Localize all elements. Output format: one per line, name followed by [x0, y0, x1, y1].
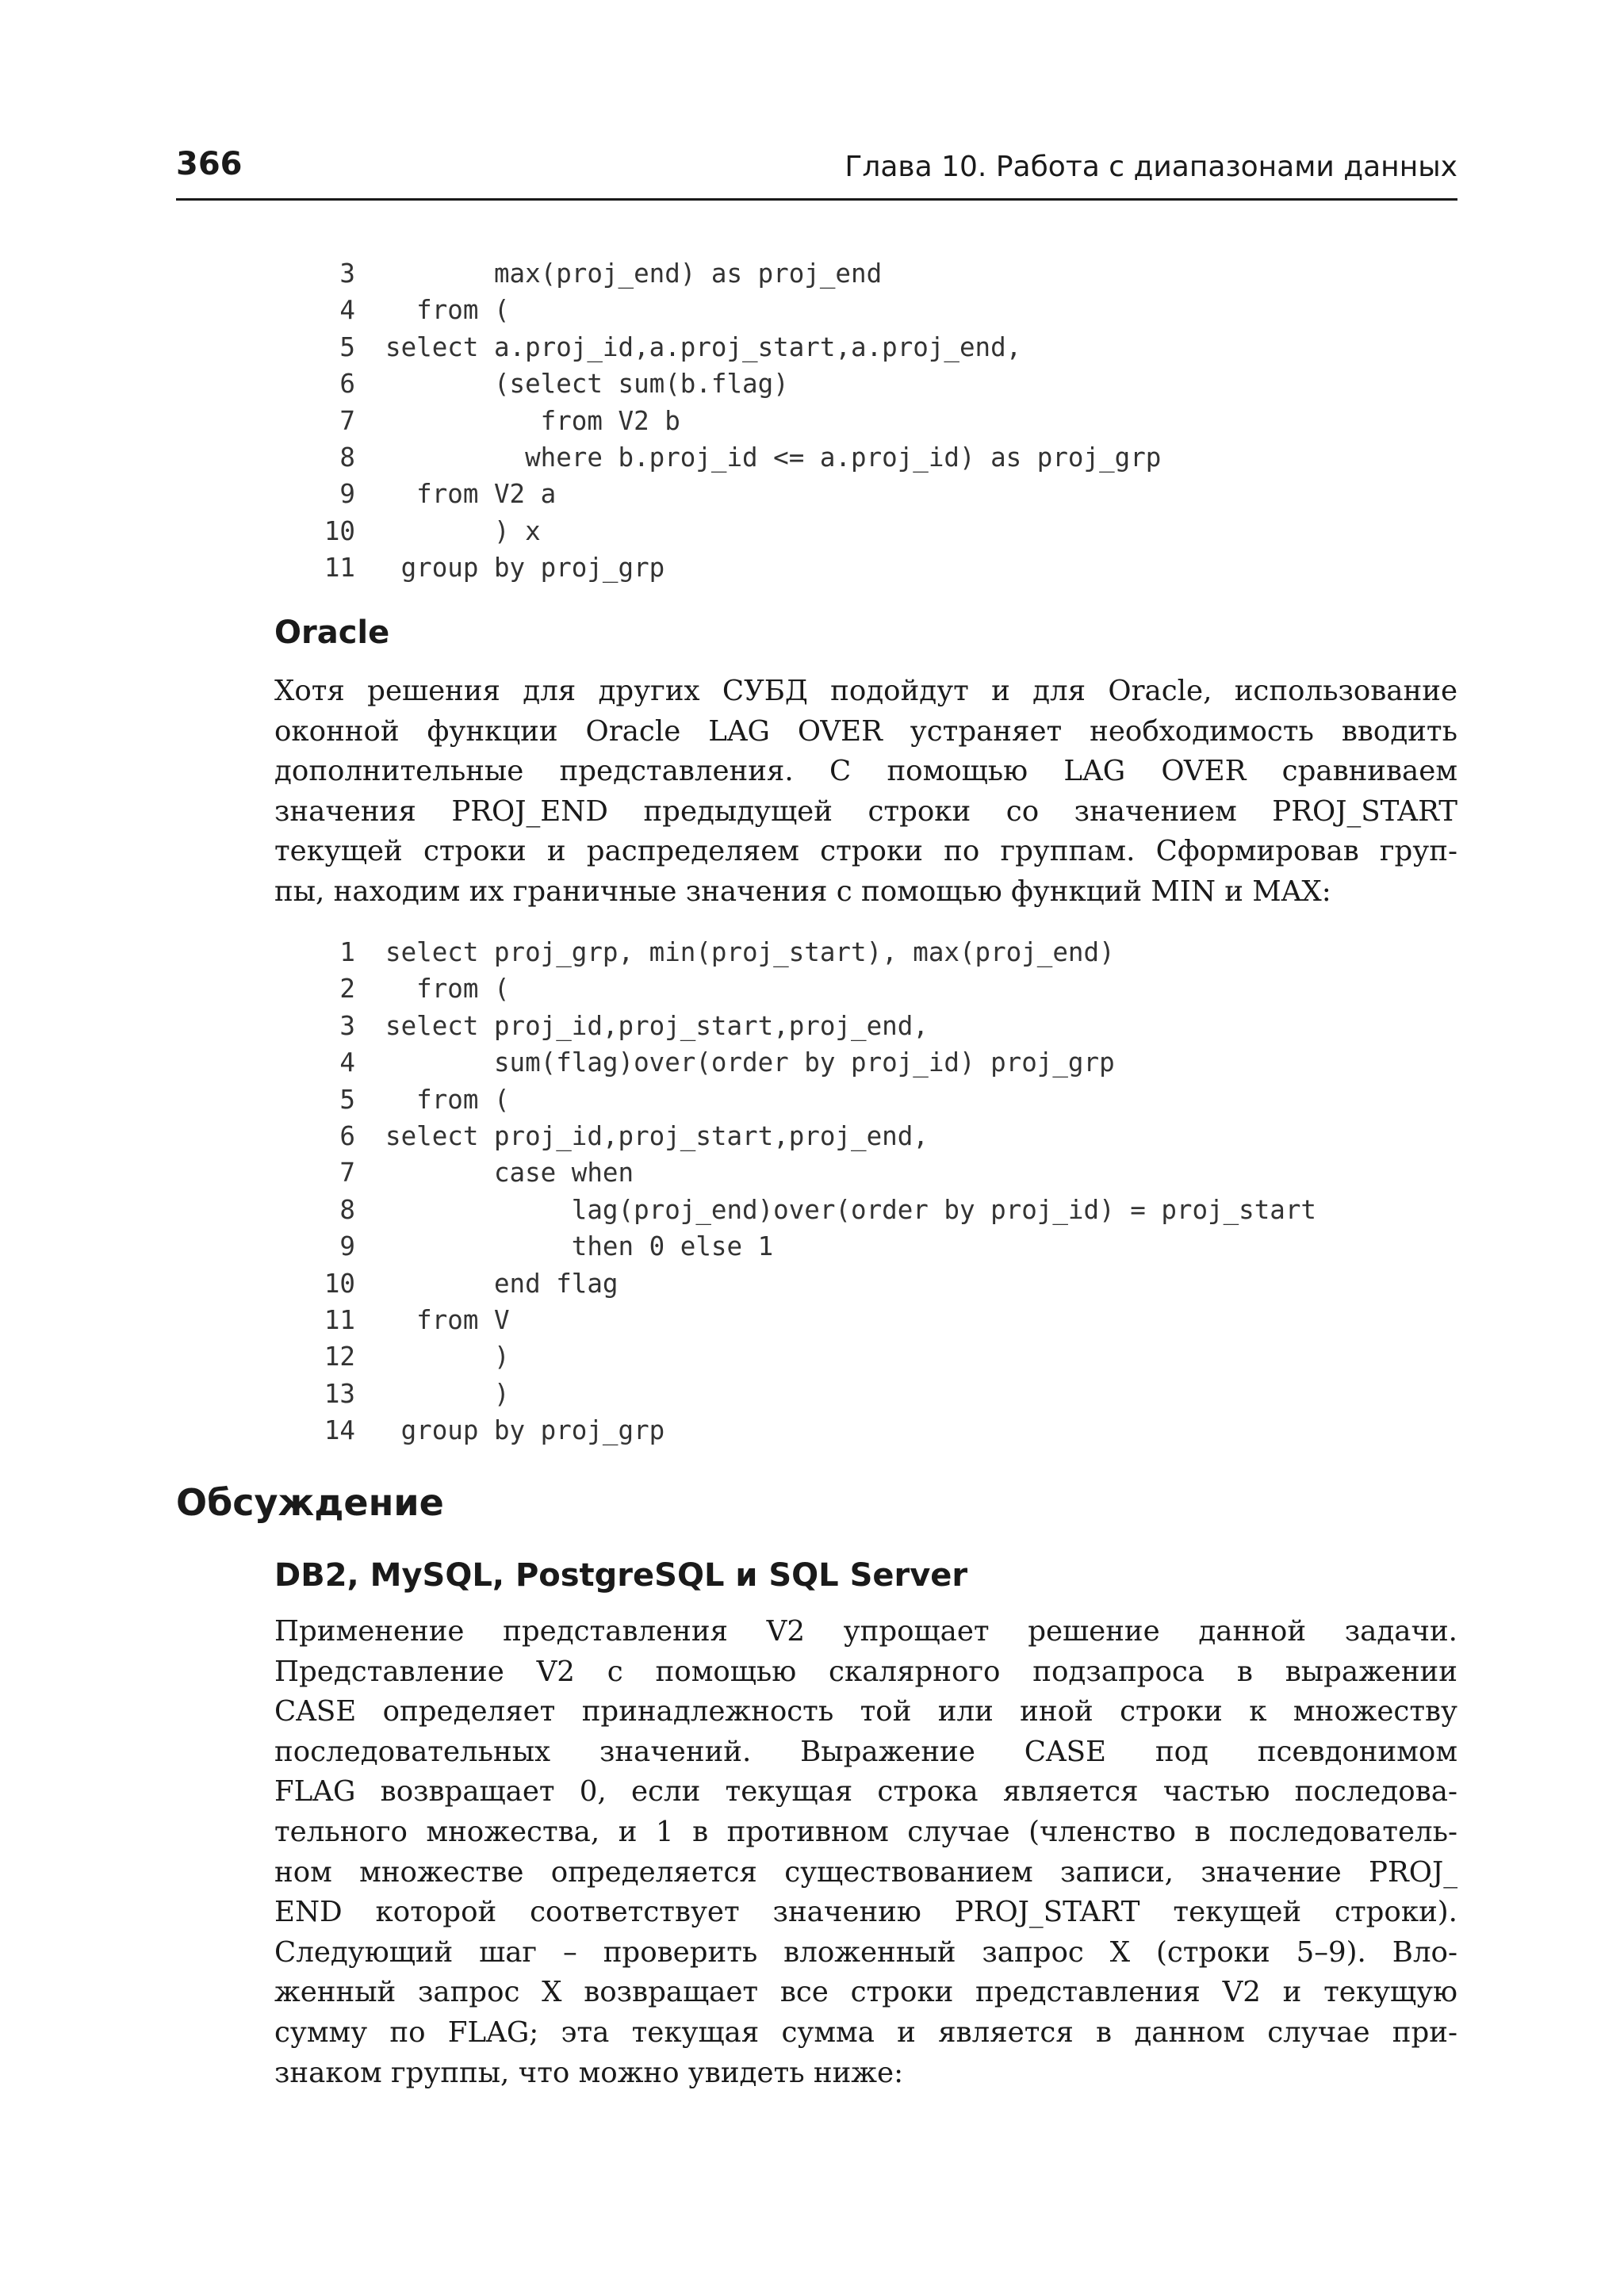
paragraph-line: оконной функции Oracle LAG OVER устраняет необходимость вводить: [274, 714, 1457, 748]
line-number: 10: [324, 1268, 355, 1299]
line-number: 12: [324, 1342, 355, 1372]
oracle-paragraph: [274, 672, 1457, 913]
code-text: from (: [385, 974, 510, 1005]
code-text: ): [385, 1342, 510, 1372]
code-text: from V2 a: [385, 479, 557, 510]
line-number: 6: [339, 369, 355, 400]
code-text: group by proj_grp: [385, 553, 665, 584]
code-line: [301, 1154, 1316, 1191]
line-number: 8: [339, 1194, 355, 1225]
code-line: [301, 513, 1161, 549]
paragraph-line: FLAG возвращает 0, если текущая строка является частью последова-: [274, 1775, 1457, 1809]
code-line: [301, 476, 1161, 512]
code-text: from (: [385, 1084, 510, 1115]
code-line: [301, 934, 1316, 970]
paragraph-line: Следующий шаг – проверить вложенный запрос X (строки 5–9). Вло-: [274, 1935, 1457, 1969]
paragraph-line: Представление V2 с помощью скалярного подзапроса в выражении: [274, 1655, 1457, 1688]
code-text: group by proj_grp: [385, 1415, 665, 1446]
code-text: ) x: [385, 515, 541, 546]
code-line: [301, 1412, 1316, 1449]
code-text: max(proj_end) as proj_end: [385, 258, 883, 289]
line-number: 10: [324, 515, 355, 546]
code-text: select proj_id,proj_start,proj_end,: [385, 1120, 929, 1151]
line-number: 4: [339, 1047, 355, 1078]
line-number: 7: [339, 405, 355, 436]
line-number: 13: [324, 1378, 355, 1409]
code-text: where b.proj_id <= a.proj_id) as proj_grp: [385, 442, 1162, 473]
paragraph-line: Хотя решения для других СУБД подойдут и для Oracle, использование: [274, 675, 1457, 707]
line-number: 1: [339, 937, 355, 967]
code-listing-1: [301, 255, 1161, 587]
code-text: case when: [385, 1158, 634, 1189]
code-line: [301, 403, 1161, 439]
code-text: ): [385, 1378, 510, 1409]
section-heading-discussion: Обсуждение: [176, 1481, 444, 1524]
paragraph-line: знаком группы, что можно увидеть ниже:: [274, 2056, 904, 2089]
line-number: 8: [339, 442, 355, 473]
line-number: 2: [339, 974, 355, 1005]
running-header: [176, 143, 1457, 201]
line-number: 11: [324, 553, 355, 584]
code-line: [301, 1228, 1316, 1265]
code-text: end flag: [385, 1268, 619, 1299]
paragraph-line: CASE определяет принадлежность той или иной строки к множеству: [274, 1695, 1457, 1728]
line-number: 4: [339, 295, 355, 326]
paragraph-line: пы, находим их граничные значения с помощью функций MIN и MAX:: [274, 875, 1331, 908]
code-line: [301, 549, 1161, 586]
code-line: [301, 366, 1161, 402]
code-line: [301, 329, 1161, 366]
code-line: [301, 1044, 1316, 1081]
line-number: 3: [339, 258, 355, 289]
paragraph-line: сумму по FLAG; эта текущая сумма и является в данном случае при-: [274, 2015, 1457, 2049]
line-number: 11: [324, 1304, 355, 1335]
line-number: 14: [324, 1415, 355, 1446]
paragraph-line: END которой соответствует значению PROJ_START текущей строки).: [274, 1896, 1457, 1929]
line-number: 7: [339, 1158, 355, 1189]
code-line: [301, 1118, 1316, 1154]
code-line: [301, 439, 1161, 476]
paragraph-line: женный запрос X возвращает все строки представления V2 и текущую: [274, 1976, 1457, 2009]
line-number: 5: [339, 1084, 355, 1115]
code-line: [301, 1008, 1316, 1044]
page-number: 366: [176, 146, 243, 182]
paragraph-line: текущей строки и распределяем строки по группам. Сформировав груп-: [274, 835, 1457, 868]
line-number: 5: [339, 331, 355, 362]
paragraph-line: тельного множества, и 1 в противном случае (членство в последователь-: [274, 1815, 1457, 1848]
code-text: lag(proj_end)over(order by proj_id) = proj_start: [385, 1194, 1316, 1225]
code-text: select a.proj_id,a.proj_start,a.proj_end,: [385, 331, 1022, 362]
line-number: 6: [339, 1120, 355, 1151]
code-text: select proj_id,proj_start,proj_end,: [385, 1010, 929, 1041]
subsection-heading-db2: DB2, MySQL, PostgreSQL и SQL Server: [274, 1557, 968, 1594]
paragraph-line: последовательных значений. Выражение CASE под псевдонимом: [274, 1735, 1457, 1768]
code-line: [301, 1081, 1316, 1118]
code-line: [301, 1192, 1316, 1228]
code-line: [301, 1338, 1316, 1375]
code-line: [301, 1302, 1316, 1338]
code-text: from (: [385, 295, 510, 326]
code-line: [301, 255, 1161, 292]
chapter-title: Глава 10. Работа с диапазонами данных: [845, 151, 1457, 183]
line-number: 9: [339, 1231, 355, 1262]
code-text: from V2 b: [385, 405, 680, 436]
code-line: [301, 1376, 1316, 1412]
code-line: [301, 1265, 1316, 1302]
line-number: 9: [339, 479, 355, 510]
discussion-paragraph: [274, 1612, 1457, 2093]
paragraph-line: ном множестве определяется существованием записи, значение PROJ_: [274, 1855, 1457, 1889]
code-listing-2: [301, 934, 1316, 1449]
paragraph-line: значения PROJ_END предыдущей строки со значением PROJ_START: [274, 794, 1457, 828]
code-text: then 0 else 1: [385, 1231, 774, 1262]
code-line: [301, 970, 1316, 1007]
code-text: sum(flag)over(order by proj_id) proj_grp: [385, 1047, 1115, 1078]
code-text: (select sum(b.flag): [385, 369, 789, 400]
code-line: [301, 292, 1161, 328]
code-text: select proj_grp, min(proj_start), max(proj_end): [385, 937, 1115, 967]
section-heading-oracle: Oracle: [274, 614, 390, 651]
code-text: from V: [385, 1304, 510, 1335]
line-number: 3: [339, 1010, 355, 1041]
paragraph-line: дополнительные представления. С помощью LAG OVER сравниваем: [274, 755, 1457, 788]
paragraph-line: Применение представления V2 упрощает решение данной задачи.: [274, 1615, 1457, 1648]
